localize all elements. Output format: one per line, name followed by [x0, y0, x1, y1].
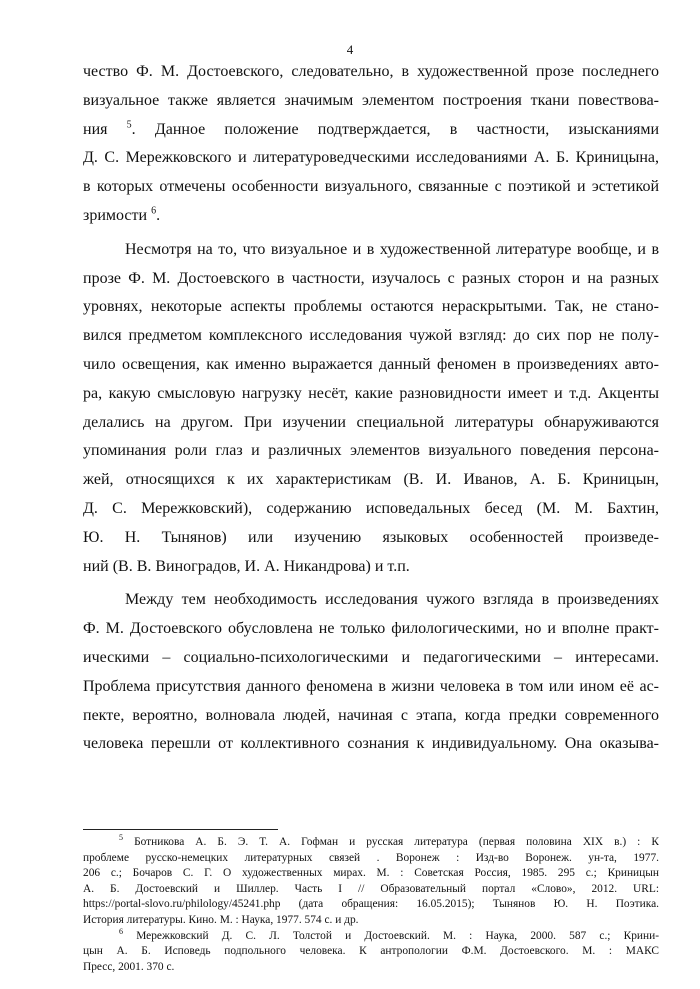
text-line — [83, 202, 659, 231]
footnote-line — [83, 835, 659, 851]
text-line: человека перешли от коллективного сознания к индивидуальному. Она оказыва- — [83, 735, 659, 753]
footnotes — [83, 835, 659, 975]
text-line: ний (В. В. Виноградов, И. А. Никандрова) и т.п. — [83, 557, 410, 575]
text-line: Между тем необходимость исследования чужого взгляда в произведениях — [125, 591, 659, 609]
text-line: вился предметом комплексного исследования чужой взгляд: до сих пор не полу- — [83, 327, 659, 345]
text-line: пекте, вероятно, волновала людей, начиная с этапа, когда предки современного — [83, 706, 659, 724]
footnote-separator — [83, 829, 278, 830]
text-line: Д. С. Мережковский), содержанию исповедальных бесед (М. М. Бахтин, — [83, 499, 659, 517]
body-text — [83, 58, 659, 764]
footnote-5 — [83, 835, 659, 929]
text-line: Д. С. Мережковского и литературоведческими исследованиями А. Б. Криницына, — [83, 149, 659, 167]
footnote-line: Пресс, 2001. 370 с. — [83, 960, 175, 973]
text-line: делались на другом. При изучении специальной литературы обнаруживаются — [83, 413, 659, 431]
footnote-line — [83, 926, 659, 945]
footnote-mark: 6 — [119, 926, 123, 936]
text-line: в которых отмечены особенности визуального, связанные с поэтикой и эстетикой — [83, 178, 659, 196]
text-line: Ю. Н. Тынянов) или изучению языковых особенностей произведе- — [83, 528, 659, 546]
footnote-6 — [83, 926, 659, 976]
text-fragment: Ботникова А. Б. Э. Т. А. Гофман и русская литература (первая половина XIX в.) : К — [134, 836, 659, 848]
text-line: прозе Ф. М. Достоевского в частности, изучалось с разных сторон и на разных — [83, 269, 659, 287]
footnote-line: https://portal-slovo.ru/philology/45241.php (дата обращения: 16.05.2015); Тынянов Ю. Н. Поэтика. — [83, 898, 659, 911]
text-line: упоминания роли глаз и различных элементов визуального поведения персона- — [83, 442, 659, 460]
text-line: Несмотря на то, что визуальное и в художественной литературе вообще, и в — [125, 240, 659, 258]
text-line: Проблема присутствия данного феномена в жизни человека в том или ином её ас- — [83, 677, 659, 695]
text-fragment: Мережковский Д. С. Л. Толстой и Достоевский. М. : Наука, 2000. 587 с.; Крини- — [136, 929, 659, 942]
text-line: визуальное также является значимым элементом построения ткани повествова- — [83, 91, 659, 109]
page-number: 4 — [346, 42, 354, 57]
paragraph-3 — [83, 586, 659, 759]
footnote-line: История литературы. Кино. М. : Наука, 1977. 574 с. и др. — [83, 913, 359, 926]
text-line: жей, относящихся к их характеристикам (В. И. Иванов, А. Б. Криницын, — [83, 471, 659, 489]
footnote-line: проблеме русско-немецких литературных связей . Воронеж : Изд-во Воронеж. ун-та, 1977. — [83, 851, 659, 864]
footnote-ref-5: 5 — [126, 119, 132, 131]
text-line: уровнях, некоторые аспекты проблемы остаются нераскрытыми. Так, не стано- — [83, 298, 659, 316]
text-line: ния $^5$. Данное положение подтверждается, в частности, изысканиями — [83, 119, 660, 138]
footnote-line: цын А. Б. Исповедь подпольного человека. К антропологии Ф.М. Достоевского. М. : МАКС — [83, 945, 659, 958]
text-line: чество Ф. М. Достоевского, следовательно, в художественной прозе последнего — [83, 63, 659, 80]
text-line: Ф. М. Достоевского обусловлена не только филологическими, но и вполне практ- — [83, 620, 659, 638]
paragraph-1 — [83, 58, 659, 231]
footnote-mark: 5 — [119, 833, 123, 843]
footnote-ref-6: 6 — [151, 205, 157, 217]
paragraph-2 — [83, 236, 659, 582]
text-fragment: зримости — [83, 206, 148, 224]
footnote-line: 206 с.; Бочаров С. Г. О художественных мирах. М. : Советская Россия, 1985. 295 с.; Криницын — [83, 867, 659, 880]
text-fragment: ния — [83, 120, 108, 138]
text-fragment: Данное положение подтверждается, в частности, изысканиями — [154, 120, 660, 138]
text-line: ра, какую смысловую нагрузку несёт, какие разновидности имеет и т.д. Акценты — [83, 384, 659, 402]
text-fragment: . — [156, 206, 161, 224]
footnote-line: А. Б. Достоевский и Шиллер. Часть I // Образовательный портал «Слово», 2012. URL: — [83, 882, 659, 895]
text-line: чило освещения, как именно выражается данный феномен в произведениях авто- — [83, 355, 659, 373]
text-line: ическими – социально-психологическими и педагогическими – интересами. — [83, 648, 659, 666]
